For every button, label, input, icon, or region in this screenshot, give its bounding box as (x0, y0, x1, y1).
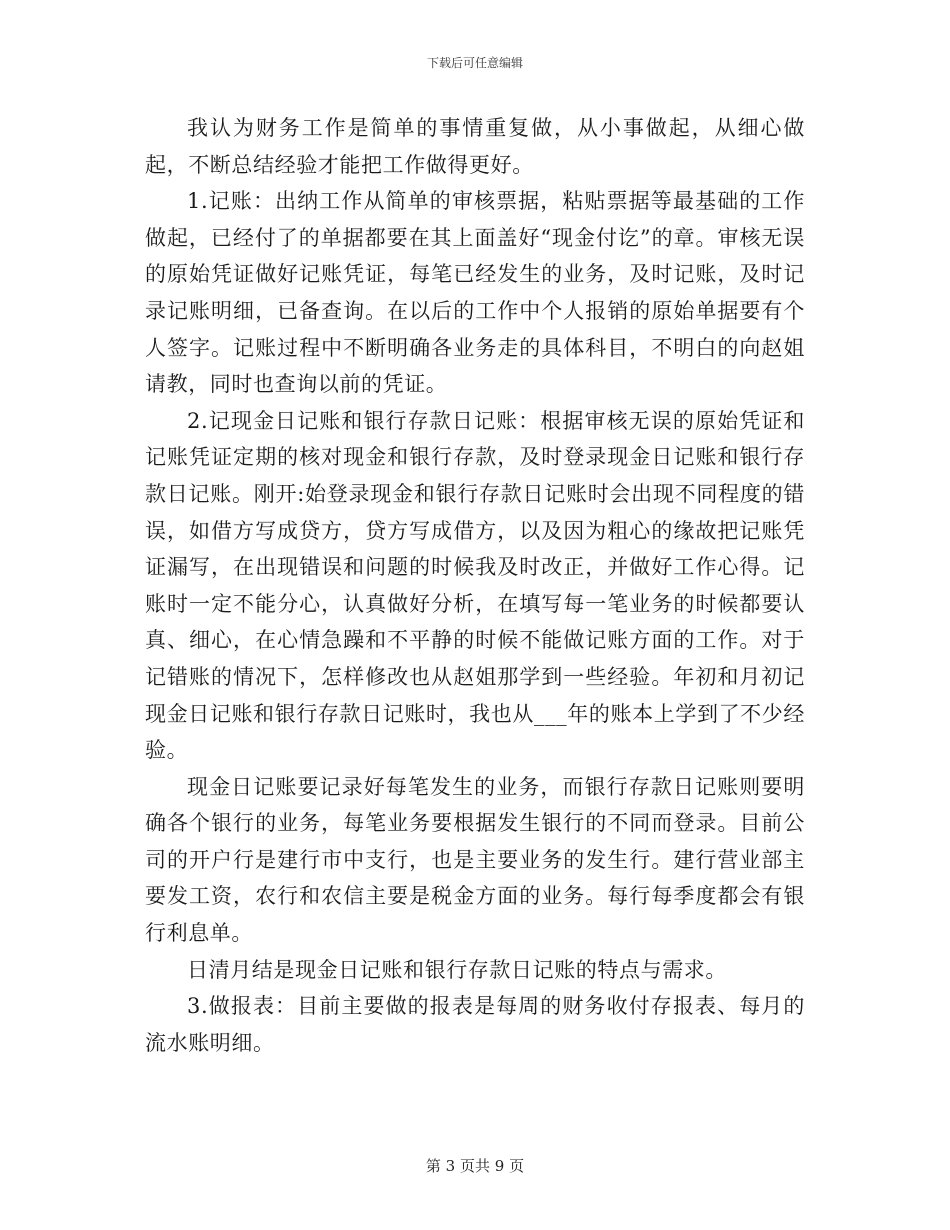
paragraph-bookkeeping: 1.记账：出纳工作从简单的审核票据，粘贴票据等最基础的工作做起，已经付了的单据都要在其上面盖好“现金付讫”的章。审核无误的原始凭证做好记账凭证，每笔已经发生的业务，及时记账，及时记录记账明细，已备查询。在以后的工作中个人报销的原始单据要有个人签字。记账过程中不断明确各业务走的具体科目，不明白的向赵姐请教，同时也查询以前的凭证。 (145, 189, 805, 397)
paragraph-bank-journal: 现金日记账要记录好每笔发生的业务，而银行存款日记账则要明确各个银行的业务，每笔业务要根据发生银行的不同而登录。目前公司的开户行是建行市中支行，也是主要业务的发生行。建行营业部主要发工资，农行和农信主要是税金方面的业务。每行每季度都会有银行利息单。 (145, 774, 805, 946)
document-body (145, 110, 805, 1061)
paragraph-daily-monthly: 日清月结是现金日记账和银行存款日记账的特点与需求。 (187, 957, 727, 982)
paragraph-intro: 我认为财务工作是简单的事情重复做，从小事做起，从细心做起，不断总结经验才能把工作做得更好。 (145, 116, 805, 177)
paragraph-journals: 2.记现金日记账和银行存款日记账：根据审核无误的原始凭证和记账凭证定期的核对现金和银行存款，及时登录现金日记账和银行存款日记账。刚开:始登录现金和银行存款日记账时会出现不同程度的错误，如借方写成贷方，贷方写成借方，以及因为粗心的缘故把记账凭证漏写，在出现错误和问题的时候我及时改正，并做好工作心得。记账时一定不能分心，认真做好分析，在填写每一笔业务的时候都要认真、细心，在心情急躁和不平静的时候不能做记账方面的工作。对于记错账的情况下，怎样修改也从赵姐那学到一些经验。年初和月初记现金日记账和银行存款日记账时，我也从___年的账本上学到了不少经验。 (145, 408, 805, 763)
page-header: 下载后可任意编辑 (426, 56, 523, 70)
paragraph-reports: 3.做报表：目前主要做的报表是每周的财务收付存报表、每月的流水账明细。 (145, 994, 805, 1055)
page-footer: 第 3 页共 9 页 (425, 1157, 525, 1175)
